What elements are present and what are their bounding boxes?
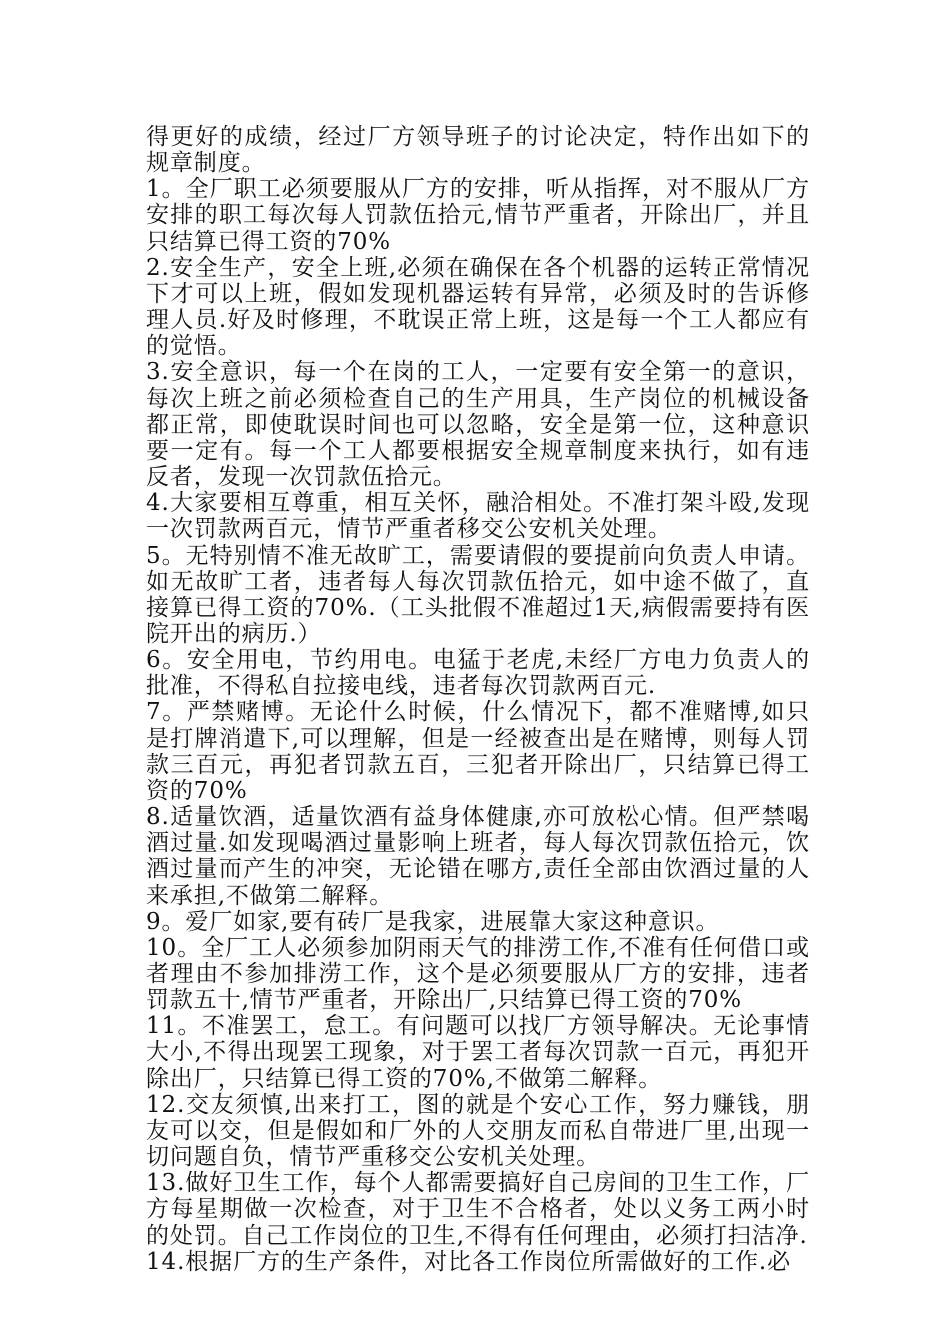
- rule-5: 5。无特别情不准无故旷工，需要请假的要提前向负责人申请。如无故旷工者，违者每人每次罚款伍拾元，如中途不做了，直接算已得工资的70%.（工头批假不准超过1天,病假需要持有医院开出的病历.）: [146, 542, 810, 647]
- rule-3: 3.安全意识，每一个在岗的工人，一定要有安全第一的意识，每次上班之前必须检查自己的生产用具，生产岗位的机械设备都正常，即使耽误时间也可以忽略，安全是第一位，这种意识要一定有。每一个工人都要根据安全规章制度来执行，如有违反者，发现一次罚款伍拾元。: [146, 359, 810, 491]
- rule-6: 6。安全用电，节约用电。电猛于老虎,未经厂方电力负责人的批准，不得私自拉接电线，违者每次罚款两百元.: [146, 647, 810, 700]
- rule-10: 10。全厂工人必须参加阴雨天气的排涝工作,不准有任何借口或者理由不参加排涝工作，这个是必须要服从厂方的安排，违者罚款五十,情节严重者，开除出厂,只结算已得工资的70%: [146, 934, 810, 1014]
- document-body: [146, 124, 810, 1275]
- rule-14: 14.根据厂方的生产条件，对比各工作岗位所需做好的工作.必: [146, 1248, 791, 1275]
- rule-1: 1。全厂职工必须要服从厂方的安排，听从指挥，对不服从厂方安排的职工每次每人罚款伍拾元,情节严重者，开除出厂，并且只结算已得工资的70%: [146, 176, 810, 255]
- rule-4: 4.大家要相互尊重，相互关怀，融洽相处。不准打架斗殴,发现一次罚款两百元，情节严重者移交公安机关处理。: [146, 490, 810, 543]
- rule-11: 11。不准罢工，怠工。有问题可以找厂方领导解决。无论事情大小,不得出现罢工现象，对于罢工者每次罚款一百元，再犯开除出厂，只结算已得工资的70%,不做第二解释。: [146, 1013, 810, 1092]
- rule-2: 2.安全生产，安全上班,必须在确保在各个机器的运转正常情况下才可以上班，假如发现机器运转有异常，必须及时的告诉修理人员.好及时修理，不耽误正常上班，这是每一个工人都应有的觉悟。: [146, 254, 810, 360]
- rule-7: 7。严禁赌博。无论什么时候，什么情况下，都不准赌博,如只是打牌消遣下,可以理解，但是一经被查出是在赌博，则每人罚款三百元，再犯者罚款五百，三犯者开除出厂，只结算已得工资的70%: [146, 699, 810, 804]
- rule-9: 9。爱厂如家,要有砖厂是我家，进展靠大家这种意识。: [146, 908, 720, 935]
- paragraph-intro: 得更好的成绩，经过厂方领导班子的讨论决定，特作出如下的规章制度。: [146, 124, 810, 177]
- rule-13: 13.做好卫生工作，每个人都需要搞好自己房间的卫生工作，厂方每星期做一次检查，对于卫生不合格者，处以义务工两小时的处罚。自己工作岗位的卫生,不得有任何理由，必须打扫洁净.: [146, 1170, 810, 1249]
- rule-12: 12.交友须慎,出来打工，图的就是个安心工作，努力赚钱，朋友可以交，但是假如和厂外的人交朋友而私自带进厂里,出现一切问题自负，情节严重移交公安机关处理。: [146, 1091, 810, 1171]
- rule-8: 8.适量饮酒，适量饮酒有益身体健康,亦可放松心情。但严禁喝酒过量.如发现喝酒过量影响上班者，每人每次罚款伍拾元，饮酒过量而产生的冲突，无论错在哪方,责任全部由饮酒过量的人来承担,不做第二解释。: [146, 804, 810, 909]
